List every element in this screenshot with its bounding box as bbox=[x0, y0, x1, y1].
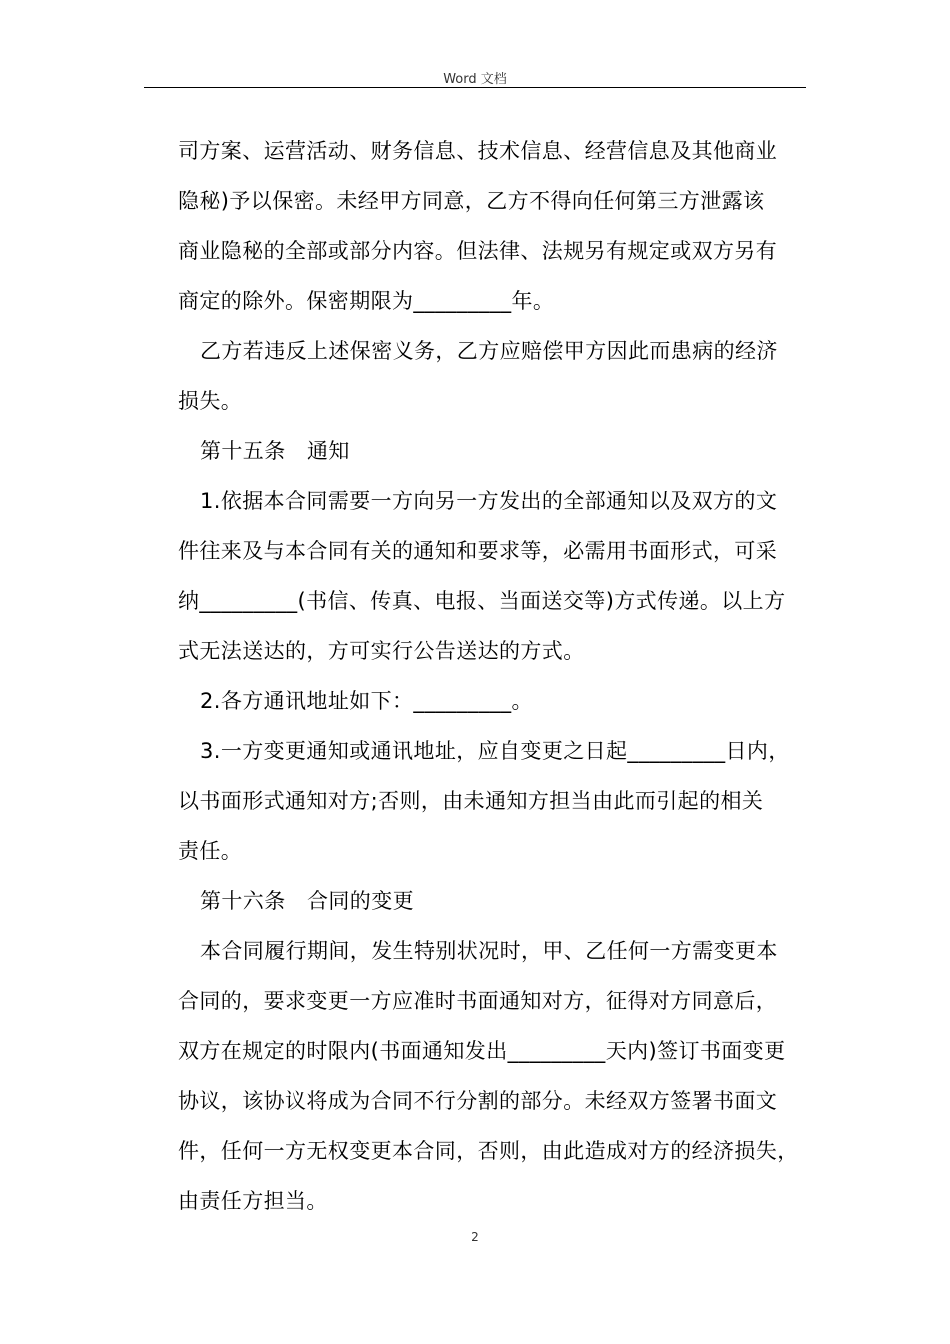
text-line: 件，任何一方无权变更本合同，否则，由此造成对方的经济损失， bbox=[178, 1139, 799, 1163]
paragraph-start-line: 乙方若违反上述保密义务，乙方应赔偿甲方因此而患病的经济 bbox=[200, 339, 778, 363]
document-body bbox=[178, 131, 818, 1231]
text-line: 双方在规定的时限内(书面通知发出_________天内)签订书面变更 bbox=[178, 1039, 786, 1063]
clause-2-line: 2.各方通讯地址如下：_________。 bbox=[200, 689, 533, 713]
text-line: 纳_________(书信、传真、电报、当面送交等)方式传递。以上方 bbox=[178, 589, 786, 613]
text-line: 件往来及与本合同有关的通知和要求等，必需用书面形式，可采 bbox=[178, 539, 778, 563]
text-line: 责任。 bbox=[178, 839, 243, 863]
text-line: 由责任方担当。 bbox=[178, 1189, 328, 1213]
text-line: 协议，该协议将成为合同不行分割的部分。未经双方签署书面文 bbox=[178, 1089, 778, 1113]
text-line: 商业隐秘的全部或部分内容。但法律、法规另有规定或双方另有 bbox=[178, 239, 778, 263]
section-heading-16: 第十六条 合同的变更 bbox=[200, 889, 414, 913]
text-line: 商定的除外。保密期限为_________年。 bbox=[178, 289, 555, 313]
text-line: 以书面形式通知对方;否则，由未通知方担当由此而引起的相关 bbox=[178, 789, 764, 813]
paragraph-start-line: 本合同履行期间，发生特别状况时，甲、乙任何一方需变更本 bbox=[200, 939, 778, 963]
header-title: Word 文档 bbox=[443, 72, 507, 87]
clause-3-line: 3.一方变更通知或通讯地址，应自变更之日起_________日内， bbox=[200, 739, 790, 763]
header-divider bbox=[144, 87, 806, 88]
clause-1-line: 1.依据本合同需要一方向另一方发出的全部通知以及双方的文 bbox=[200, 489, 778, 513]
section-heading-15: 第十五条 通知 bbox=[200, 439, 350, 463]
text-line: 式无法送达的，方可实行公告送达的方式。 bbox=[178, 639, 585, 663]
text-line: 损失。 bbox=[178, 389, 243, 413]
page-number: 2 bbox=[471, 1230, 479, 1244]
text-line: 隐秘)予以保密。未经甲方同意，乙方不得向任何第三方泄露该 bbox=[178, 189, 765, 213]
text-line: 司方案、运营活动、财务信息、技术信息、经营信息及其他商业 bbox=[178, 139, 778, 163]
text-line: 合同的，要求变更一方应准时书面通知对方，征得对方同意后， bbox=[178, 989, 778, 1013]
